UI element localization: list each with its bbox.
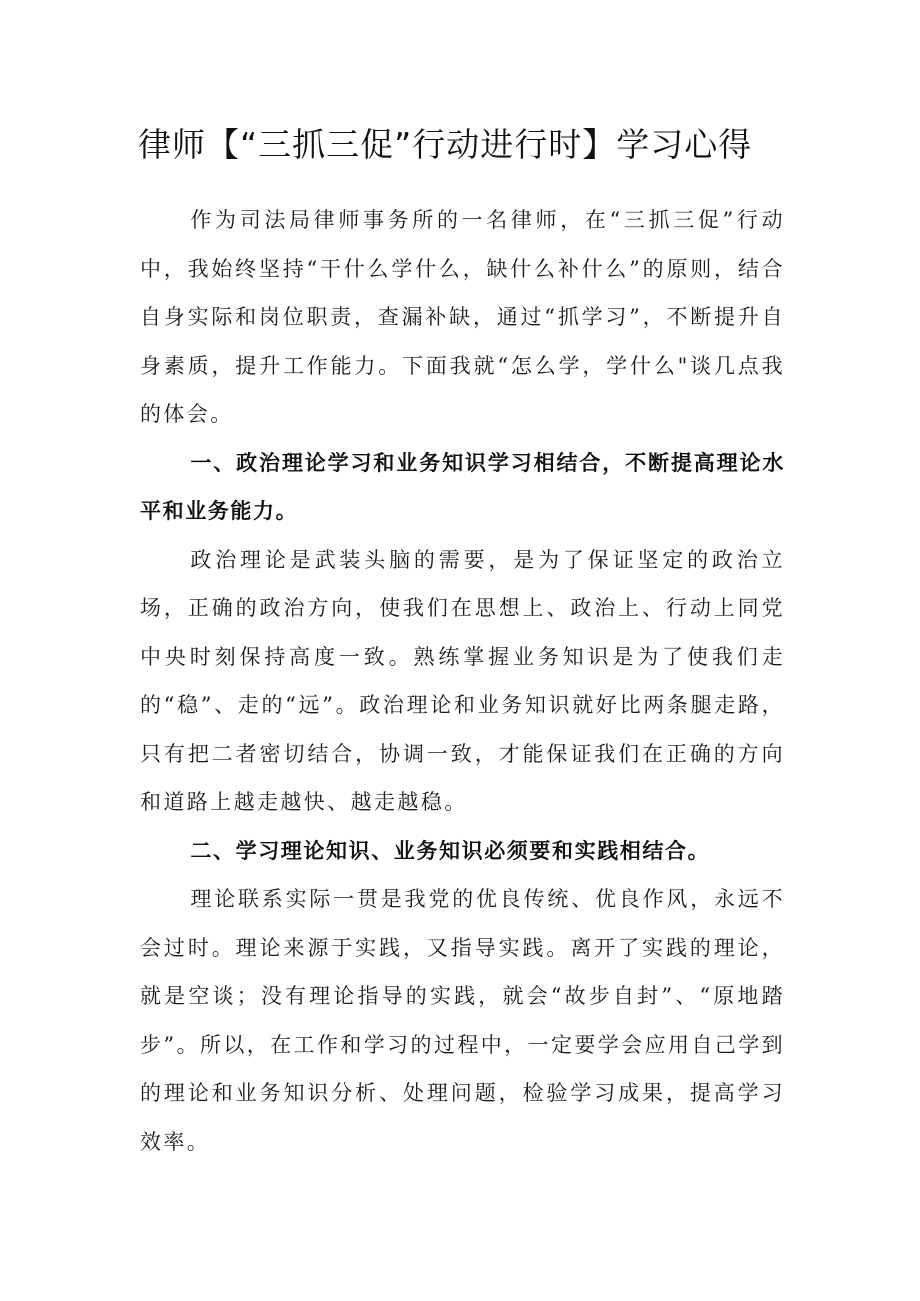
section-heading-1: 一、政治理论学习和业务知识学习相结合，不断提高理论水平和业务能力。 [140,450,785,523]
section-body-1: 政治理论是武装头脑的需要，是为了保证坚定的政治立场，正确的政治方向，使我们在思想上、政治上、行动上同党中央时刻保持高度一致。熟练掌握业务知识是为了使我们走的“稳”、走的“远”。政治理论和业务知识就好比两条腿走路，只有把二者密切结合，协调一致，才能保证我们在正确的方向和道路上越走越快、越走越稳。 [140,547,785,814]
document-title: 律师【“三抓三促”行动进行时】学习心得 [138,125,753,164]
document-body [140,196,785,1166]
intro-paragraph: 作为司法局律师事务所的一名律师，在“三抓三促”行动中，我始终坚持“干什么学什么，缺什么补什么”的原则，结合自身实际和岗位职责，查漏补缺，通过“抓学习”，不断提升自身素质，提升工作能力。下面我就“怎么学，学什么"谈几点我的体会。 [140,208,785,426]
section-heading-2: 二、学习理论知识、业务知识必须要和实践相结合。 [190,838,711,863]
section-body-2: 理论联系实际一贯是我党的优良传统、优良作风，永远不会过时。理论来源于实践，又指导实践。离开了实践的理论，就是空谈；没有理论指导的实践，就会“故步自封”、“原地踏步”。所以，在工作和学习的过程中，一定要学会应用自己学到的理论和业务知识分析、处理问题，检验学习成果，提高学习效率。 [140,887,785,1154]
